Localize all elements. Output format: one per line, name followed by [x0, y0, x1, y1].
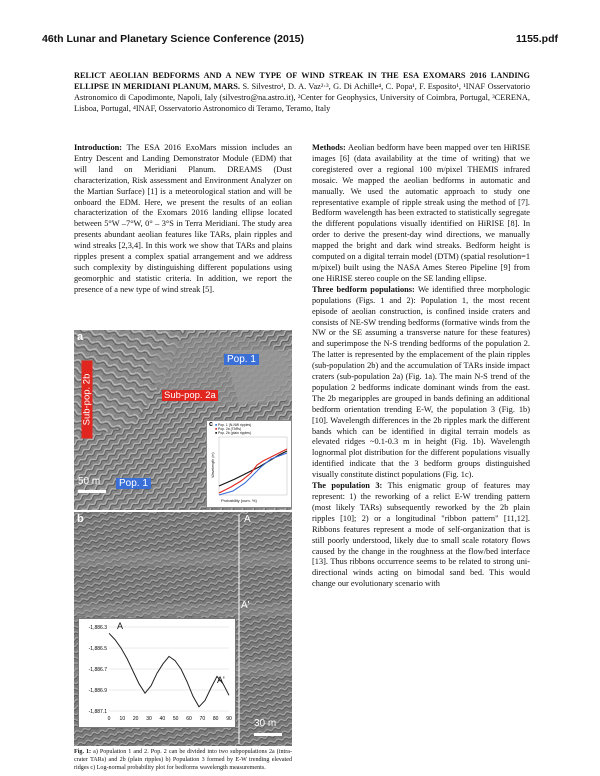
- profile-xtick-label: 0: [107, 716, 111, 722]
- right-column: [312, 143, 530, 590]
- three-populations-text: We identified three morphologic populations (Figs. 1 and 2): Population 1, the most recent episode of aeolian construction, is confined inside craters and consists of NE-SW trending bedforms (formative winds from the NW or the SE assuming a transverse nature for these features) and superimpose the N-S trending bedforms of the population 2. The latter is represented by the emplacement of the plain ripples (sub-population 2b) and the accumulation of TARs inside impact craters (sub-population 2a) (Fig. 1a). The main N-S trend of the population 2 bedforms indicate dominant winds from the east. The 2b megaripples are grouped in bands defining an additional bedform orientation trending E-W, the population 3 (Fig. 1b) [10]. Wavelength differences in the 2b ripples mark the different bands which can be identified in digital terrain models as elevated ridges ~0.1-0.3 m in height (Fig. 1b). Wavelength lognormal plot distribution for the different populations visually identified indicate that the 3 bedform groups distinguished visually constitute distinct populations (Fig. 1c).: [312, 284, 530, 480]
- pop1-label-bottom: Pop. 1: [116, 478, 151, 489]
- panel-b: [74, 512, 292, 746]
- figure-1: [74, 330, 292, 746]
- elevation-profile: [78, 618, 236, 728]
- caption-label: Fig. 1:: [74, 749, 92, 755]
- inset-chart-c: [206, 420, 292, 508]
- inset-plot: [207, 421, 291, 507]
- profile-line: [109, 633, 229, 707]
- series-pop1: [219, 453, 287, 495]
- profile-plot: [79, 619, 235, 727]
- scale-bar-b: [254, 733, 282, 736]
- inset-c-letter: c: [209, 421, 213, 428]
- intro-text: The ESA 2016 ExoMars mission includes an Entry Descent and Landing Demonstrator Module (EDM) that will land on Meridiani Planum. DREAMS (Dust characterization, Risk assessment and Environment Analyzer on the Martian Surface) [1] is a meteorological station and will be onboard the EDM. Here, we present the results of an eolian characterization of the Exomars 2016 landing ellipse located between 5°W –7°W, 0° – 3°S in Terra Meridiani. The study area presents abundant aeolian features like TARs, plain ripples and wind streaks [2,3,4]. In this work we show that TARs and plains ripples present a complex spatial arrangement and we address such complexity by distinguishing different populations using geomorphic and statistic criteria. In addition, we report the presence of a new type of wind streak [5].: [74, 143, 292, 294]
- profile-xtick-label: 10: [119, 716, 126, 722]
- panel-b-letter: b: [77, 513, 84, 525]
- population-3-label: The population 3:: [312, 481, 383, 491]
- mark-A: A: [244, 514, 251, 525]
- profile-label-A-prime: A': [217, 675, 225, 685]
- scale-bar-a-label: 50 m: [78, 476, 101, 487]
- authors-affiliations: S. Silvestro¹, D. A. Vaz²·³, G. Di Achille⁴, C. Popa¹, F. Esposito¹, ¹INAF Osservatorio Astronomico di Capodimonte, Napoli, Ialy (silvestro@na.astro.it), ²Center for Geophysics, University of Coimbra, Portugal, ³CERENA, Lisboa, Portugal, ⁴INAF, Osservatorio Astronomico di Teramo, Teramo, Italy: [74, 82, 530, 113]
- methods-text: Aeolian bedform have been mapped over ten HiRISE images [6] (data availability at the time of writing) that we coregistered over a regional 100 m/pixel THEMIS infrared mosaic. We mapped the aeolian bedforms in automatic and manually. We used the automatic approach to study one representative example of ripple streak using the method of [7]. Bedform wavelength has been extracted to statistically segregate the different populations visually identified on HiRISE [8]. In order to derive the present-day wind directions, we manually mapped the bright and dark wind streaks. Bedform height is computed on a digital terrain model (DTM) (spatial resolution=1 m/pixel) built using the NASA Ames Stereo Pipeline [9] from one HiRISE stereo couple on the SE landing ellipse.: [312, 143, 530, 283]
- profile-ytick-label: -1,887.1: [88, 709, 107, 715]
- profile-ytick-label: -1,886.5: [88, 646, 107, 652]
- inset-legend: ■ Pop. 1 (N-NW ripples) ■ Pop. 2a (TARs) ■ Pop. 2b (plain ripples): [215, 423, 252, 435]
- profile-xtick-label: 50: [172, 716, 179, 722]
- scale-bar-b-label: 30 m: [254, 718, 277, 729]
- profile-xtick-label: 40: [159, 716, 166, 722]
- intro-label: Introduction:: [74, 143, 123, 152]
- legend-pop2a: Pop. 2a (TARs): [218, 427, 242, 431]
- profile-label-A: A: [117, 621, 124, 631]
- profile-xtick-label: 70: [199, 716, 206, 722]
- scale-bar-a: [78, 490, 106, 493]
- panel-a: [74, 330, 292, 510]
- profile-xtick-label: 80: [212, 716, 219, 722]
- title-block: [74, 70, 530, 114]
- conference-header: 46th Lunar and Planetary Science Conference (2015): [42, 33, 305, 45]
- subpop2a-label: Sub-pop. 2a: [164, 390, 216, 401]
- profile-xtick-label: 90: [226, 716, 232, 722]
- inset-ylabel: Wavelength (m): [211, 452, 215, 478]
- population-3-text: This enigmatic group of features may represent: 1) the reworking of a relict E-W trending pattern (most likely TARs) subsequently reworked by the 2b plain ripples [10]; 2) or a longitudinal "ribbon pattern" [11,12]. Ribbons features represent a mode of self-organization that is still poorly understood, likely due to small scale rotatory flows caused by the change in the roughness at the flow/bed interface [13]. Thus ribbons occurrence seems to be related to strong uni-directional winds acting on bimodal sand bed. This would change our evolutionary scenario with: [312, 481, 530, 589]
- mark-A-prime: A': [241, 600, 250, 611]
- profile-xtick-label: 20: [132, 716, 139, 722]
- caption-text: a) Population 1 and 2. Pop. 2 can be divided into two subpopulations 2a (intra-crater TARs) and 2b (plain ripples) b) Population 3 formed by E-W trending elevated ridges c) Log-normal probability plot for bedforms wavelength measurements.: [74, 749, 292, 771]
- panel-a-letter: a: [77, 331, 84, 343]
- series-pop2a: [219, 449, 287, 493]
- paper-title: RELICT AEOLIAN BEDFORMS AND A NEW TYPE OF WIND STREAK IN THE ESA EXOMARS 2016 LANDING ELLIPSE IN MERIDIANI PLANUM, MARS.: [74, 71, 530, 91]
- profile-ytick-label: -1,886.9: [88, 688, 107, 694]
- figure-caption: [74, 748, 292, 772]
- left-column: [74, 143, 292, 296]
- methods-label: Methods:: [312, 143, 346, 152]
- profile-ytick-label: -1,886.7: [88, 667, 107, 673]
- legend-pop2b: Pop. 2b (plain ripples): [218, 431, 251, 435]
- profile-xtick-label: 30: [146, 716, 152, 722]
- pop1-label-top: Pop. 1: [224, 354, 259, 365]
- legend-pop1: Pop. 1 (N-NW ripples): [218, 423, 252, 427]
- profile-ytick-label: -1,886.3: [88, 625, 107, 631]
- inset-xlabel: Probability (cum. %): [221, 498, 257, 503]
- profile-xtick-label: 60: [186, 716, 192, 722]
- subpop2b-label: Sub-pop. 2b: [82, 361, 93, 439]
- three-populations-label: Three bedform populations:: [312, 284, 415, 294]
- paper-id: 1155.pdf: [515, 33, 558, 45]
